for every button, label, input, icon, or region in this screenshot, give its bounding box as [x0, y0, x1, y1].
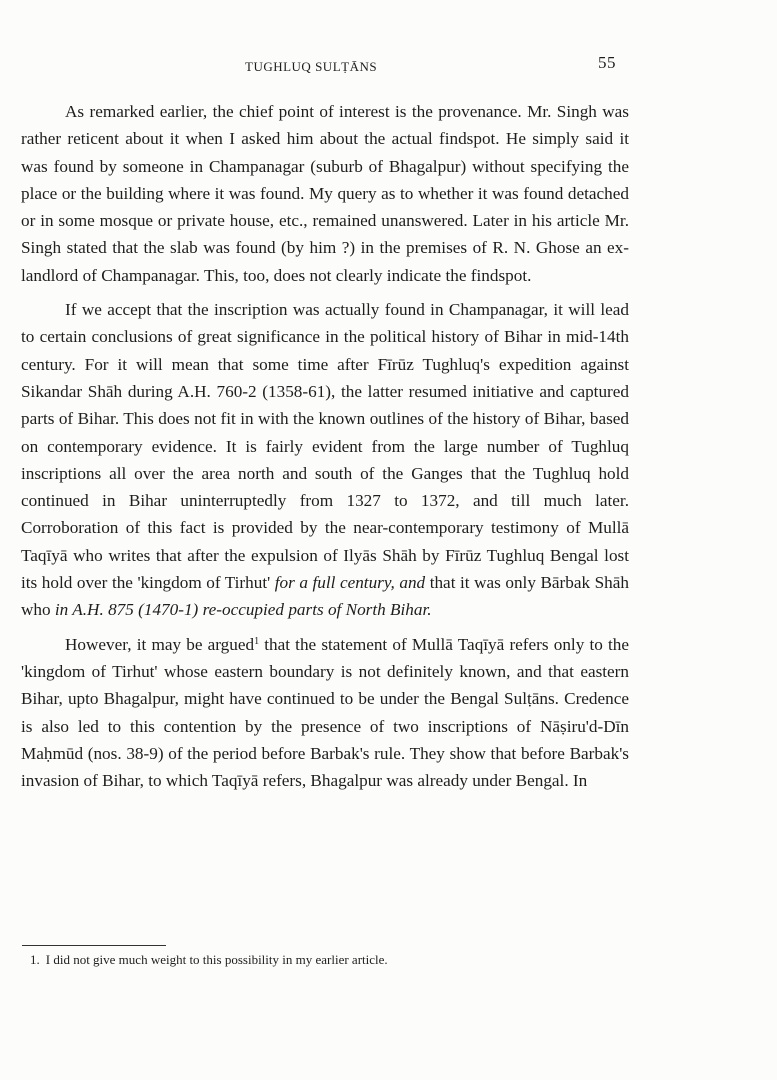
paragraph-text: As remarked earlier, the chief point of interest is the provenance. Mr. Singh was rather reticent about it when I asked him about the actual findspot. He simply said it was found by someone in Champanagar (suburb of Bhagalpur) without specifying the place or the building where it was found. My query as to whether it was found detached or in some mosque or private house, etc., remained unanswered. Later in his article Mr. Singh stated that the slab was found (by him ?) in the premises of R. N. Ghose an ex-landlord of Champanagar. This, too, does not clearly indicate the findspot. — [21, 102, 629, 285]
italic-text: for a full century, and — [274, 573, 426, 593]
footnote-number: 1. — [30, 952, 40, 967]
italic-text: in A.H. 875 (1470-1) re-occupied parts of North Bihar. — [54, 600, 432, 620]
footnote — [30, 951, 610, 969]
paragraph-text: If we accept that the inscription was actually found in Champanagar, it will lead to certain conclusions of great significance in the political history of Bihar in mid-14th century. For it will mean that some time after Fīrūz Tughluq's expedition against Sikandar Shāh during A.H. 760-2 (1358-61), the latter resumed initiative and captured parts of Bihar. This does not fit in with the known outlines of the history of Bihar, based on contemporary evidence. It is fairly evident from the large number of Tughluq inscriptions all over the area north and south of the Ganges that the Tughluq hold continued in Bihar uninterruptedly from 1327 to 1372, and till much later. Corroboration of this fact is provided by the near-contemporary testimony of Mullā Taqīyā who writes that after the expulsion of Ilyās Shāh by Fīrūz Tughluq Bengal lost its hold over the 'kingdom of Tirhut' — [21, 300, 629, 593]
footnote-rule — [22, 945, 166, 946]
page-number: 55 — [598, 53, 616, 72]
paragraph-1 — [21, 98, 629, 289]
paragraph-text: that it was only Bārbak Shāh who — [21, 573, 629, 620]
body-text — [21, 98, 629, 794]
running-title: TUGHLUQ SULṬĀNS — [245, 59, 378, 74]
paragraph-2 — [21, 296, 629, 624]
footnote-marker: 1 — [254, 635, 260, 647]
paragraph-text: that the statement of Mullā Taqīyā refers only to the 'kingdom of Tirhut' whose eastern boundary is not definitely known, and that eastern Bihar, upto Bhagalpur, might have continued to be under the Bengal Sulṭāns. Credence is also led to this contention by the presence of two inscriptions of Nāṣiru'd-Dīn Maḥmūd (nos. 38-9) of the period before Barbak's rule. They show that before Barbak's invasion of Bihar, to which Taqīyā refers, Bhagalpur was already under Bengal. In — [21, 634, 629, 791]
paragraph-text: However, it may be argued — [65, 634, 255, 654]
footnote-text: I did not give much weight to this possibility in my earlier article. — [45, 952, 388, 967]
paragraph-3 — [21, 631, 629, 795]
